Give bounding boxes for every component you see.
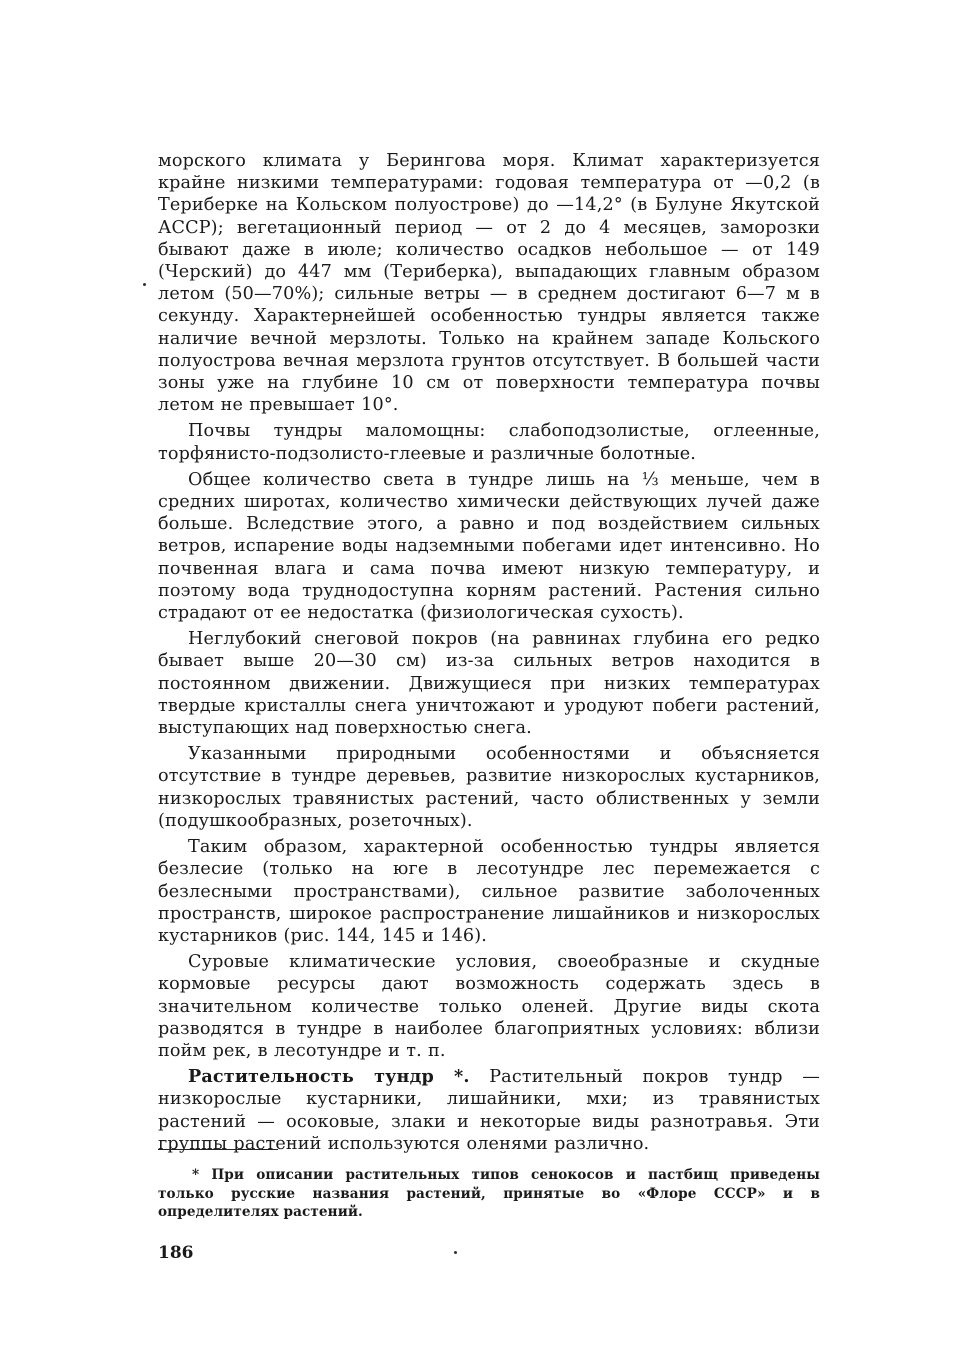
paragraph-snow: Неглубокий снеговой покров (на равнинах глубина его редко бывает выше 20—30 см) из-за сильных ветров находится в постоянном движении. Движущиеся при низких температурах твердые кристаллы снега уничтожают и уродуют побеги растений, выступающих над поверхностью снега. (158, 629, 820, 739)
section-heading: Растительность тундр *. (188, 1066, 470, 1088)
section-text: Растительный покров тундр — низкорослые кустарники, лишайники, мхи; из травянистых растений — осоковые, злаки и некоторые виды разнотравья. Эти группы растений используются оленями различно. (158, 1067, 821, 1154)
paragraph-light: Общее количество света в тундре лишь на ⅓ меньше, чем в средних широтах, количество химически действующих лучей даже больше. Вследствие этого, а равно и под воздействием сильных ветров, испарение воды надземными побегами идет интенсивно. Но почвенная влага и сама почва имеют низкую температуру, и поэтому вода труднодоступна корням растений. Растения сильно страдают от ее недостатка (физиологическая сухость). (158, 469, 820, 624)
print-speck (454, 1251, 457, 1254)
footnote: * При описании растительных типов сенокосов и пастбищ приведены только русские названия растений, принятые во «Флоре СССР» и в определителях растений. (158, 1167, 820, 1221)
print-speck (143, 283, 146, 286)
paragraph-soils: Почвы тундры маломощны: слабоподзолистые, оглеенные, торфянисто-подзолисто-глеевые и различные болотные. (158, 421, 820, 464)
paragraph-livestock: Суровые климатические условия, своеобразные и скудные кормовые ресурсы дают возможность содержать здесь в значительном количестве только оленей. Другие виды скота разводятся в тундре в наиболее благоприятных условиях: вблизи пойм рек, в лесотундре и т. п. (158, 952, 820, 1061)
page-body (158, 150, 820, 1155)
footnote-divider (158, 1149, 278, 1150)
paragraph-climate: морского климата у Берингова моря. Климат характеризуется крайне низкими температурами: годовая температура от —0,2 (в Териберке на Кольском полуострове) до —14,2° (в Булуне Якутской АССР); вегетационный период — от 2 до 4 месяцев, заморозки бывают даже в июле; количество осадков небольшое — от 149 (Черский) до 447 мм (Териберка), выпадающих главным образом летом (50—70%); сильные ветры — в среднем достигают 6—7 м в секунду. Характернейшей особенностью тундры является также наличие вечной мерзлоты. Только на крайнем западе Кольского полуострова вечная мерзлота грунтов отсутствует. В большей части зоны уже на глубине 10 см от поверхности температура почвы летом не превышает 10°. (158, 151, 820, 416)
page-number: 186 (158, 1243, 194, 1263)
paragraph-treeless-causes: Указанными природными особенностями и объясняется отсутствие в тундре деревьев, развитие низкорослых кустарников, низкорослых травянистых растений, часто облиственных у земли (подушкообразных, розеточных). (158, 744, 820, 831)
paragraph-tundra-features: Таким образом, характерной особенностью тундры является безлесие (только на юге в лесотундре лес перемежается с безлесными пространствами), сильное развитие заболоченных пространств, широкое распространение лишайников и низкорослых кустарников (рис. 144, 145 и 146). (158, 837, 820, 946)
paragraph-vegetation (158, 1066, 820, 1155)
